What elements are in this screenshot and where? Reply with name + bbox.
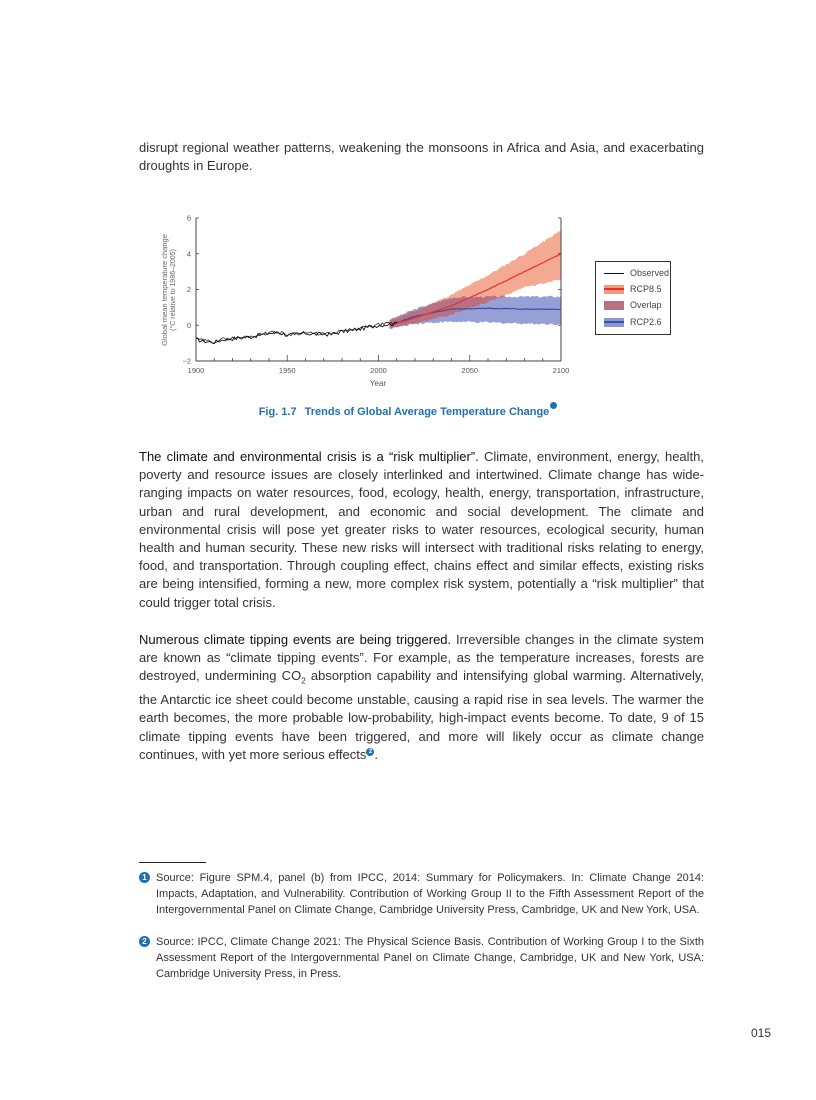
svg-text:2050: 2050 xyxy=(461,366,479,375)
y-axis-label: Global mean temperature change xyxy=(160,234,169,346)
legend-label: RCP8.5 xyxy=(630,284,662,294)
legend-label: Overlap xyxy=(630,300,662,310)
y-axis-sublabel: (°C relative to 1986–2005) xyxy=(170,249,177,331)
footnote-ref-1-icon[interactable] xyxy=(550,402,557,409)
svg-text:1900: 1900 xyxy=(187,366,205,375)
footnote-divider xyxy=(139,862,206,863)
legend-item-rcp26 xyxy=(604,315,662,329)
rcp85-swatch-icon xyxy=(604,285,624,294)
svg-text:2: 2 xyxy=(186,285,191,294)
paragraph-body: Irreversible changes in the climate system are known as “climate tipping events”. For example, as the temperature increases, forests are destroyed, undermining CO xyxy=(139,632,704,684)
temperature-chart xyxy=(150,205,680,395)
svg-text:1950: 1950 xyxy=(278,366,296,375)
page-number: 015 xyxy=(750,1026,771,1040)
legend-item-observed xyxy=(604,266,669,280)
svg-text:2000: 2000 xyxy=(370,366,387,375)
paragraph-intro: disrupt regional weather patterns, weakening the monsoons in Africa and Asia, and exacerbating droughts in Europe. xyxy=(139,140,704,174)
legend-label: RCP2.6 xyxy=(630,317,662,327)
chart-legend xyxy=(595,261,671,335)
legend-item-rcp85 xyxy=(604,282,662,296)
footnote-2 xyxy=(139,934,704,983)
figure-title: Trends of Global Average Temperature Change xyxy=(304,406,550,418)
figure-caption xyxy=(0,402,816,418)
legend-label: Observed xyxy=(630,268,670,278)
paragraph-body: absorption capability and intensifying global warming. Alternatively, the Antarctic ice sheet could become unstable, causing a rapid rise in sea levels. The warmer the earth becomes, the more probable low-probability, high-impact events become. To date, 9 of 15 climate tipping events have been triggered, and more will likely occur as climate change continues, with yet more serious effects xyxy=(139,668,704,762)
axis-tick-labels xyxy=(182,214,569,376)
rcp26-swatch-icon xyxy=(604,318,624,327)
svg-text:6: 6 xyxy=(186,213,191,223)
subscript: 2 xyxy=(301,677,306,686)
footnote-number-badge: 2 xyxy=(139,936,150,947)
figure-number: Fig. 1.7 xyxy=(258,406,297,418)
paragraph-lead: Numerous climate tipping events are being triggered. xyxy=(139,632,452,647)
observed-line-icon xyxy=(604,269,624,278)
paragraph-lead: The climate and environmental crisis is a “risk multiplier”. xyxy=(139,449,479,464)
overlap-swatch-icon xyxy=(604,301,624,310)
paragraph-body: Climate, environment, energy, health, poverty and resource issues are closely interlinked and intertwined. Climate change has wide-ranging impacts on water resources, food, ecology, health, energy, transportation, infrastructure, urban and rural development, and economic and social development. The climate and environmental crisis will pose yet greater risks to water resources, ecological security, human health and human security. These new risks will intersect with traditional risks relating to energy, food, and transportation. Through coupling effect, chains effect and similar effects, existing risks are being intensified, forming a new, more complex risk system, potentially a “risk multiplier” that could trigger total crisis. xyxy=(139,449,705,610)
footnote-ref-2[interactable]: 2 xyxy=(366,748,374,756)
svg-text:2100: 2100 xyxy=(552,366,570,375)
x-axis-label: Year xyxy=(369,379,387,388)
footnote-1 xyxy=(139,870,704,919)
svg-text:0: 0 xyxy=(186,320,191,330)
projection-bands xyxy=(390,231,562,330)
legend-item-overlap xyxy=(604,298,662,312)
footnote-number-badge: 1 xyxy=(139,872,150,883)
footnote-text: Source: Figure SPM.4, panel (b) from IPCC, 2014: Summary for Policymakers. In: Climate Change 2014: Impacts, Adaptation, and Vulnerability. Contribution of Working Group II to the Fifth Assessment Report of the Intergovernmental Panel on Climate Change, Cambridge University Press, Cambridge, UK and New York, USA. xyxy=(156,872,704,917)
paragraph-risk-multiplier xyxy=(139,448,704,612)
svg-text:4: 4 xyxy=(186,249,191,259)
svg-text:−2: −2 xyxy=(182,356,191,366)
paragraph-end: . xyxy=(374,746,378,762)
paragraph-tipping-events xyxy=(139,631,704,764)
footnote-text: Source: IPCC, Climate Change 2021: The Physical Science Basis. Contribution of Working Group I to the Sixth Assessment Report of the Intergovernmental Panel on Climate Change, Cambridge, UK and New York, USA: Cambridge University Press, in Press. xyxy=(156,936,704,981)
